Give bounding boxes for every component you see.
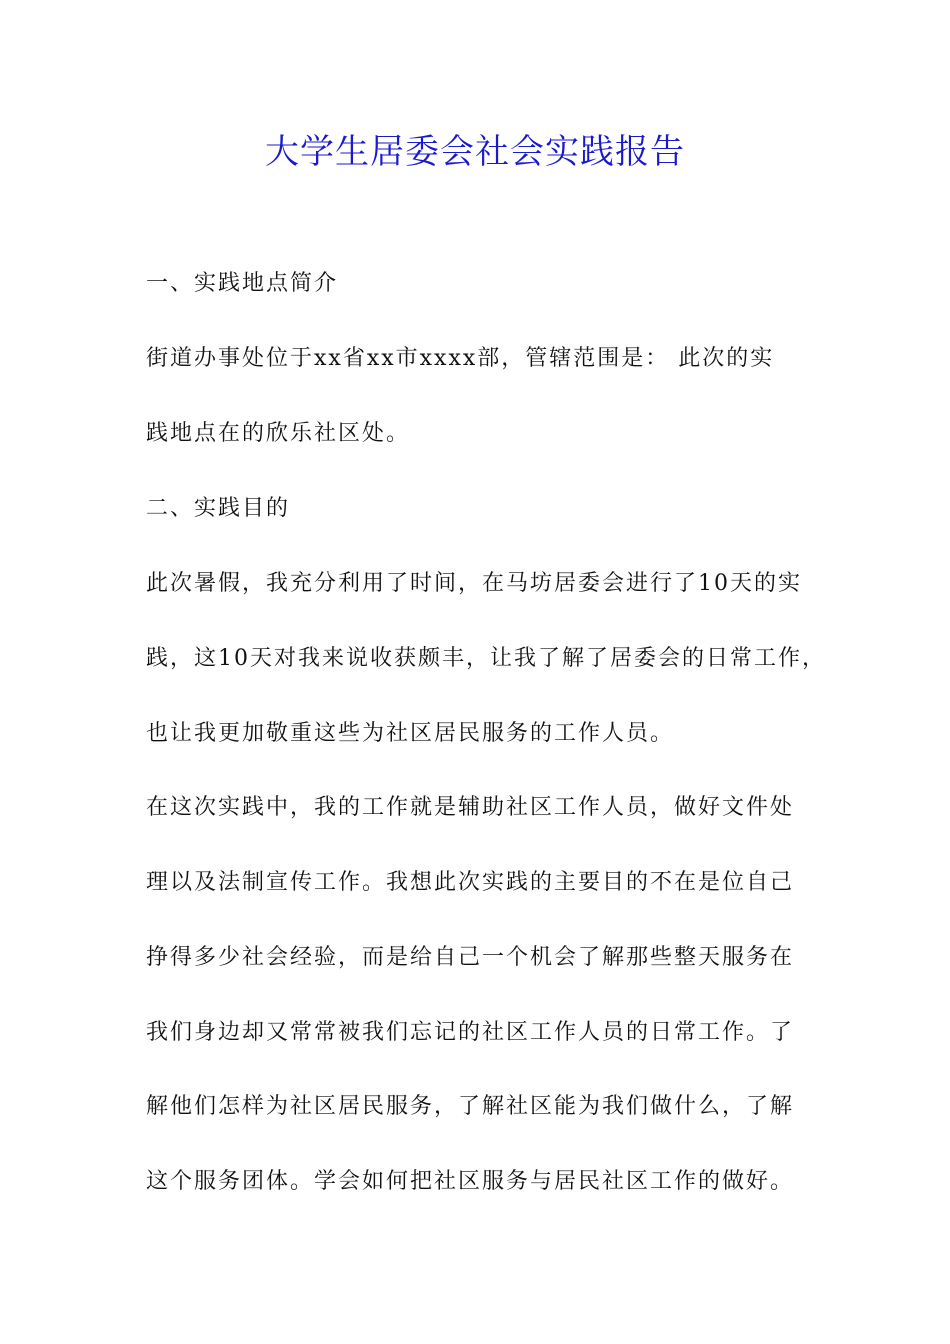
paragraph-line: 理以及法制宣传工作。我想此次实践的主要目的不在是位自己 [146,870,795,895]
paragraph-line: 践，这10天对我来说收获颇丰，让我了解了居委会的日常工作， [146,646,826,671]
paragraph-line: 我们身边却又常常被我们忘记的社区工作人员的日常工作。了 [146,1020,795,1045]
paragraph-line: 街道办事处位于xx省xx市xxxx部，管辖范围是： 此次的实 [146,346,775,371]
paragraph-line: 在这次实践中，我的工作就是辅助社区工作人员，做好文件处 [146,795,795,820]
paragraph-line: 践地点在的欣乐社区处。 [146,421,411,446]
section-heading-location: 一、实践地点简介 [146,271,339,296]
section-heading-purpose: 二、实践目的 [146,496,291,521]
paragraph-line: 也让我更加敬重这些为社区居民服务的工作人员。 [146,721,675,746]
document-title: 大学生居委会社会实践报告 [265,132,685,172]
paragraph-line: 挣得多少社会经验，而是给自己一个机会了解那些整天服务在 [146,945,795,970]
paragraph-line: 这个服务团体。学会如何把社区服务与居民社区工作的做好。 [146,1169,795,1194]
paragraph-line: 此次暑假，我充分利用了时间，在马坊居委会进行了10天的实 [146,571,802,596]
paragraph-line: 解他们怎样为社区居民服务，了解社区能为我们做什么，了解 [146,1094,795,1119]
